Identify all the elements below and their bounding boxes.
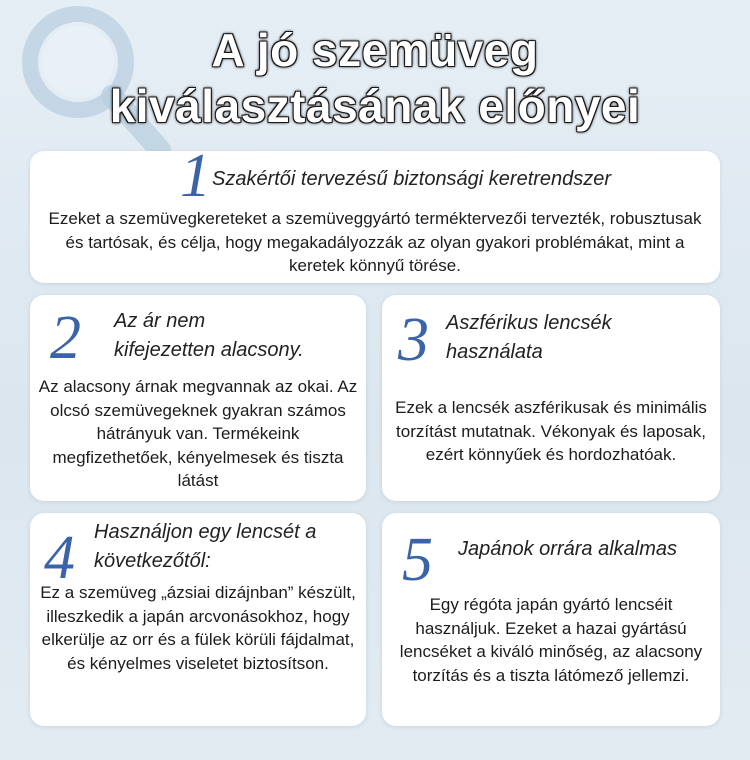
card-number-4: 4: [44, 524, 75, 592]
card-body-2: Az alacsony árnak megvannak az okai. Az olcsó szemüvegeknek gyakran számos hátrányuk van. Termékeink megfizethetőek, kényelmesek és tiszta látást: [38, 377, 358, 490]
card-heading-2: Az ár nem kifejezetten alacsony.: [114, 310, 304, 361]
benefit-card-2: [30, 295, 366, 501]
benefit-card-4: [30, 513, 366, 726]
card-body-5: Egy régóta japán gyártó lencséit használjuk. Ezeket a hazai gyártású lencséket a kiváló minőség, az alacsony torzítás és a tiszta látómező jellemzi.: [399, 595, 703, 685]
page-title: [0, 22, 750, 134]
card-heading-4: Használjon egy lencsét a következőtől:: [94, 521, 317, 572]
benefit-card-5: [382, 513, 720, 726]
title-line-2: kiválasztásának előnyei: [109, 80, 641, 132]
card-body-1: Ezeket a szemüvegkereteket a szemüveggyártó terméktervezői tervezték, robusztusak és tartósak, és célja, hogy megakadályozzák az olyan gyakori problémákat, mint a keretek könnyű törése.: [48, 209, 702, 275]
card-number-5: 5: [402, 526, 433, 594]
benefit-card-3: [382, 295, 720, 501]
card-heading-1: Szakértői tervezésű biztonsági keretrendszer: [212, 168, 612, 190]
card-heading-3: Aszférikus lencsék használata: [446, 312, 612, 363]
card-number-3: 3: [398, 306, 429, 374]
card-heading-5: Japánok orrára alkalmas: [458, 538, 677, 560]
card-body-4: Ez a szemüveg „ázsiai dizájnban” készült, illeszkedik a japán arcvonásokhoz, hogy elkerülje az orr és a fülek körüli fájdalmat, és kényelmes viseletet biztosítson.: [40, 583, 356, 673]
benefit-card-1: [30, 142, 720, 283]
card-number-2: 2: [50, 304, 81, 372]
title-line-1: A jó szemüveg: [211, 24, 539, 76]
card-number-1: 1: [180, 142, 211, 210]
card-body-3: Ezek a lencsék aszférikusak és minimális torzítást mutatnak. Vékonyak és laposak, ezért könnyűek és hordozhatóak.: [395, 398, 707, 464]
